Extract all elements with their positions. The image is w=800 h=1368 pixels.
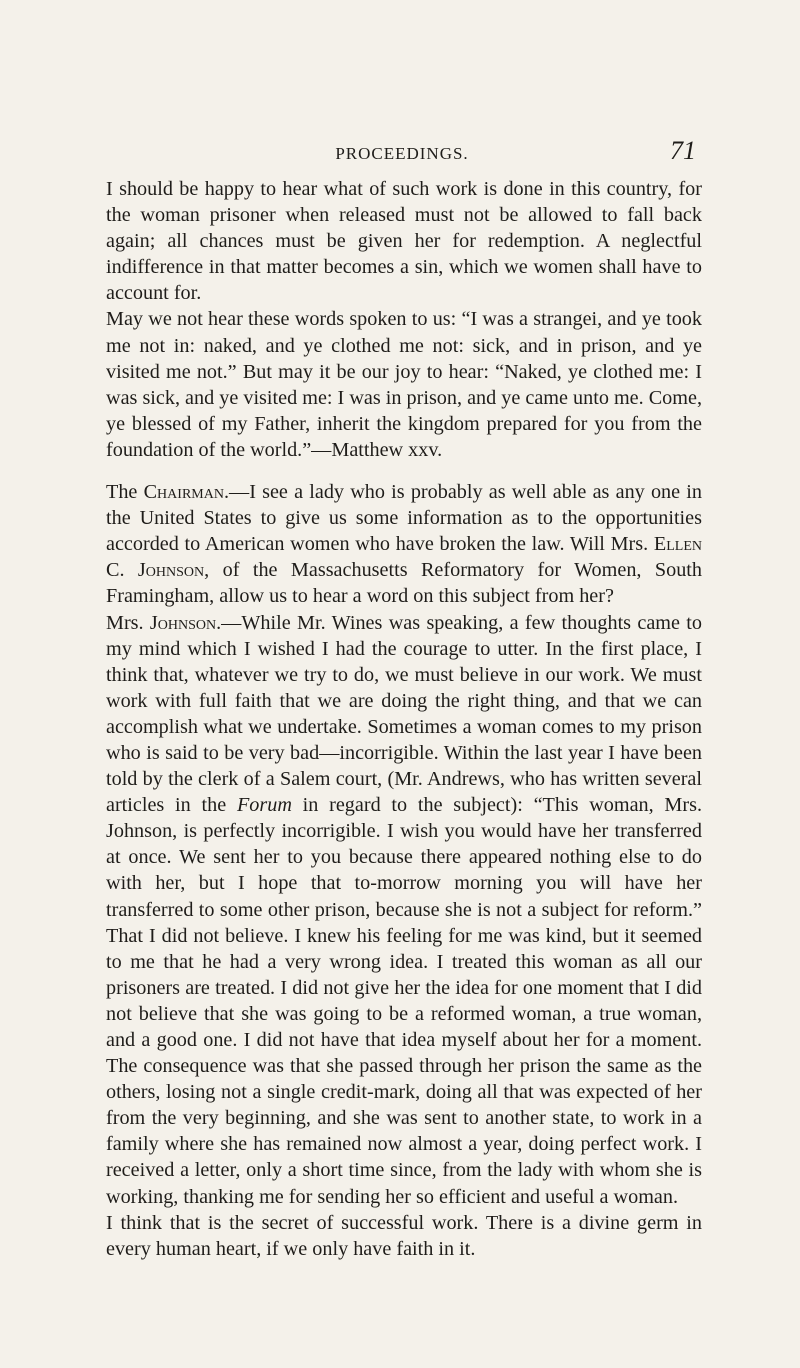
paragraph-4-text: .—While Mr. Wines was speaking, a few thoughts came to my mind which I wished I had the courage to utter. In the first place, I think that, whatever we try to do, we must believe in our work. We must work with full faith that we are doing the right thing, and that we can accomplish what we undertake. Sometimes a woman comes to my prison who is said to be very bad—incorrigible. Within the last year I have been told by the clerk of a Salem court, (Mr. Andrews, who has written several articles in the: [106, 611, 702, 817]
section-gap: [106, 463, 702, 479]
paragraph-3-text: .—I see a lady who is probably as well able as any one in the United States to give us some information as to the opportunities accorded to American women who have broken the law. Will Mrs.: [106, 481, 703, 556]
forum-title: Forum: [236, 794, 292, 817]
running-head: PROCEEDINGS.: [335, 144, 469, 163]
speaker-johnson: Johnson: [149, 611, 217, 634]
paragraph-3-lead: The: [106, 481, 144, 504]
paragraph-1: I should be happy to hear what of such work is done in this country, for the woman prisoner when released must not be allowed to fall back again; all chances must be given her for redemption. A neglectful indifference in that matter becomes a sin, which we women shall have to account for.: [106, 178, 702, 305]
speaker-johnson-full: Ellen C. Johnson: [106, 533, 702, 582]
page-number: 71: [670, 136, 696, 165]
paragraph-4: [106, 610, 702, 1210]
speaker-chairman: Chairman: [143, 481, 224, 504]
paragraph-3-text-2: , of the Massachusetts Reformatory for Women, South Framingham, allow us to hear a word on this subject from her?: [106, 559, 702, 608]
paragraph-4-text-2: in regard to the subject): “This woman, Mrs. Johnson, is perfectly incorrigible. I wish you would have her transferred at once. We sent her to you because there appeared nothing else to do with her, but I hope that to-morrow morning you will have her transferred to some other prison, because she is not a subject for reform.” That I did not believe. I knew his feeling for me was kind, but it seemed to me that he had a very wrong idea. I treated this woman as all our prisoners are treated. I did not give her the idea for one moment that I did not believe that she was going to be a reformed woman, a true woman, and a good one. I did not have that idea myself about her for a moment. The consequence was that she passed through her prison the same as the others, losing not a single credit-mark, doing all that was expected of her from the very beginning, and she was sent to another state, to work in a family where she has remained now almost a year, doing perfect work. I received a letter, only a short time since, from the lady with whom she is working, thanking me for sending her so efficient and useful a woman.: [106, 794, 702, 1208]
paragraph-4-lead: Mrs.: [106, 611, 150, 634]
paragraph-5: I think that is the secret of successful work. There is a divine germ in every human heart, if we only have faith in it.: [106, 1211, 702, 1260]
page-header: [108, 136, 696, 176]
paragraph-3: [106, 479, 702, 609]
body-text: [106, 176, 702, 1262]
paragraph-2: May we not hear these words spoken to us: “I was a strangei, and ye took me not in: naked, and ye clothed me not: sick, and in prison, and ye visited me not.” But may it be our joy to hear: “Naked, ye clothed me: I was sick, and ye visited me: I was in prison, and ye came unto me. Come, ye blessed of my Father, inherit the kingdom prepared for you from the foundation of the world.”—Matthew xxv.: [106, 308, 702, 461]
